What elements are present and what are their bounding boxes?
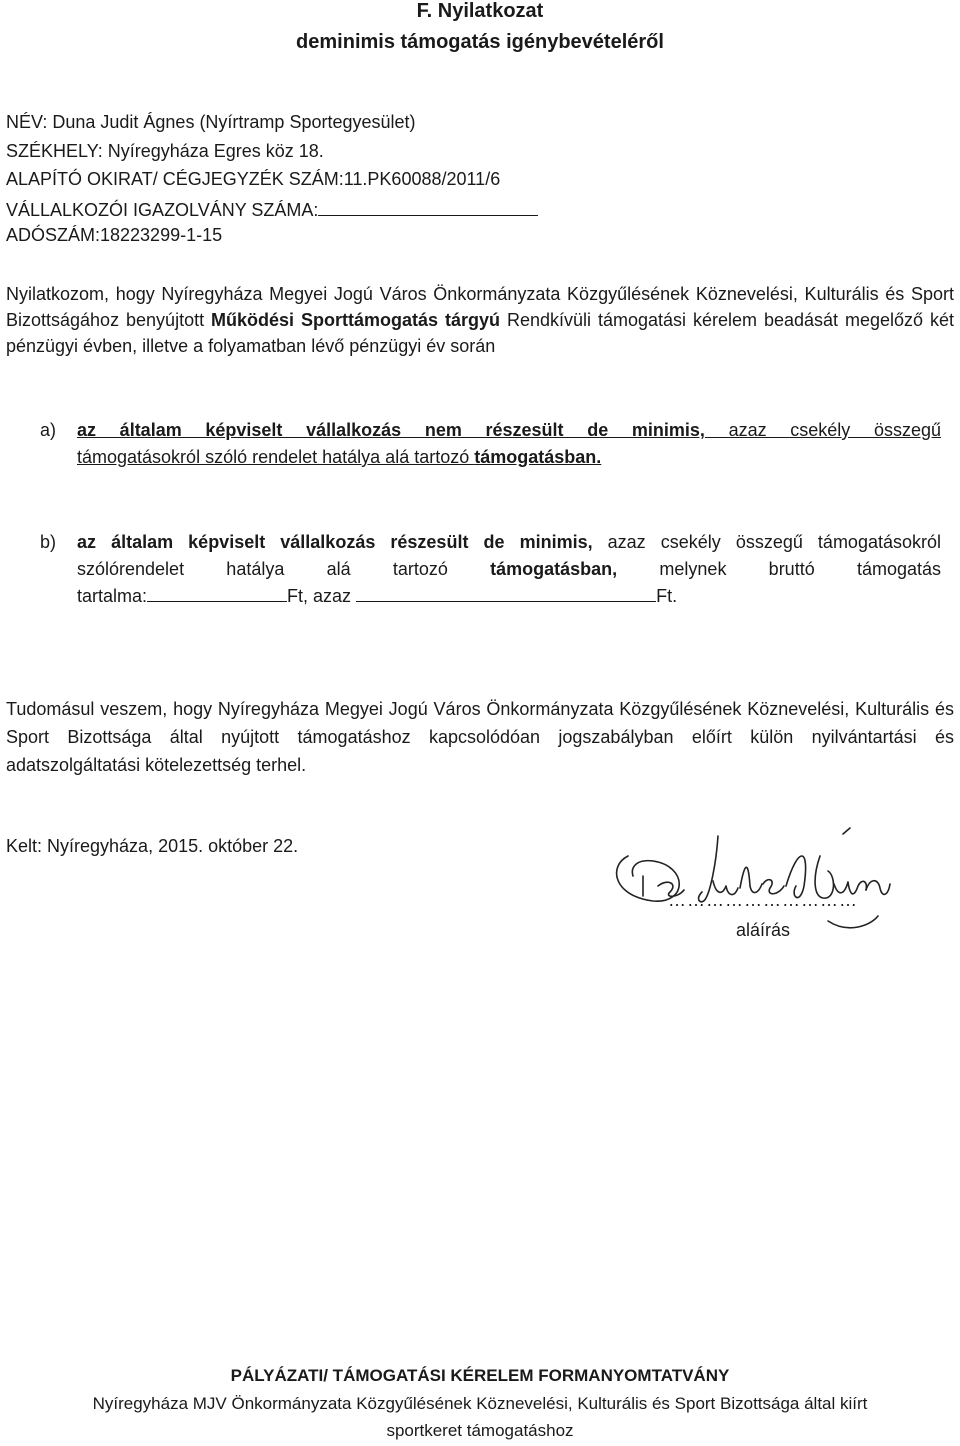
option-a-line2-bold: támogatásban. <box>474 447 602 467</box>
option-b-line3 <box>77 583 941 610</box>
declaration-text-1: Nyilatkozom, hogy Nyíregyháza Megyei Jogú Város Önkormányzata Közgyűlésének Köznevelési, Kulturális és Sport Bizottságához benyújtott <box>6 284 954 330</box>
amount-blank <box>147 583 287 602</box>
amount-label: tartalma: <box>77 586 148 606</box>
amount-ft-end: Ft. <box>656 586 678 606</box>
option-a-text <box>77 417 941 471</box>
option-a-line2-text: támogatásokról szóló rendelet hatálya alá tartozó <box>77 447 475 467</box>
amount-ft-azaz: Ft, azaz <box>287 586 352 606</box>
option-b-line2 <box>77 556 941 583</box>
option-b-bold: az általam képviselt vállalkozás részesült de minimis, <box>77 532 593 552</box>
applicant-license <box>6 197 538 221</box>
signature-label: aláírás <box>736 920 791 940</box>
option-a-line1 <box>77 417 941 444</box>
option-a-label: a) <box>40 420 57 440</box>
footer-line-1: Nyíregyháza MJV Önkormányzata Közgyűlésének Köznevelési, Kulturális és Sport Bizottsága által kiírt <box>92 1394 868 1413</box>
license-label: VÁLLALKOZÓI IGAZOLVÁNY SZÁMA: <box>6 200 319 220</box>
applicant-registry: ALAPÍTÓ OKIRAT/ CÉGJEGYZÉK SZÁM:11.PK60088/2011/6 <box>6 169 501 189</box>
option-a-bold: az általam képviselt vállalkozás nem részesült de minimis, <box>77 420 705 440</box>
footer-title: PÁLYÁZATI/ TÁMOGATÁSI KÉRELEM FORMANYOMTATVÁNY <box>230 1366 730 1385</box>
license-blank <box>318 197 538 216</box>
option-b-line2-a: szólórendelet hatálya alá tartozó <box>77 559 491 579</box>
option-b-normal: azaz csekély összegű támogatásokról <box>592 532 941 552</box>
applicant-name: NÉV: Duna Judit Ágnes (Nyírtramp Sportegyesület) <box>6 112 416 132</box>
declaration-bold: Működési Sporttámogatás tárgyú <box>211 310 501 330</box>
option-b-text <box>77 529 941 610</box>
option-b-label: b) <box>40 532 57 552</box>
option-b-line2-bold: támogatásban, <box>490 559 618 579</box>
option-b-line1 <box>77 529 941 556</box>
signature-dots: ………………………… <box>668 890 858 910</box>
declaration-paragraph <box>6 281 954 359</box>
document-subtitle: deminimis támogatás igénybevételéről <box>296 31 664 53</box>
declaration-text-2: Rendkívüli támogatási kérelem beadását megelőző két pénzügyi évben, illetve a folyamatban lévő pénzügyi év során <box>6 310 954 356</box>
document-title: F. Nyilatkozat <box>416 0 544 22</box>
footer-line-2: sportkeret támogatáshoz <box>386 1421 574 1440</box>
option-b-line2-b: melynek bruttó támogatás <box>617 559 942 579</box>
applicant-tax: ADÓSZÁM:18223299-1-15 <box>6 225 223 245</box>
amount-words-blank <box>356 583 656 602</box>
option-a-normal: azaz csekély összegű <box>704 420 941 440</box>
acknowledgement-paragraph: Tudomásul veszem, hogy Nyíregyháza Megyei Jogú Város Önkormányzata Közgyűlésének Köznevelési, Kulturális és Sport Bizottsága által nyújtott támogatáshoz kapcsolódóan jogszabályban előírt külön nyilvántartási és adatszolgáltatási kötelezettség terhel. <box>6 699 954 775</box>
date-line: Kelt: Nyíregyháza, 2015. október 22. <box>6 836 299 856</box>
option-a-line2 <box>77 447 601 467</box>
applicant-seat: SZÉKHELY: Nyíregyháza Egres köz 18. <box>6 141 324 161</box>
